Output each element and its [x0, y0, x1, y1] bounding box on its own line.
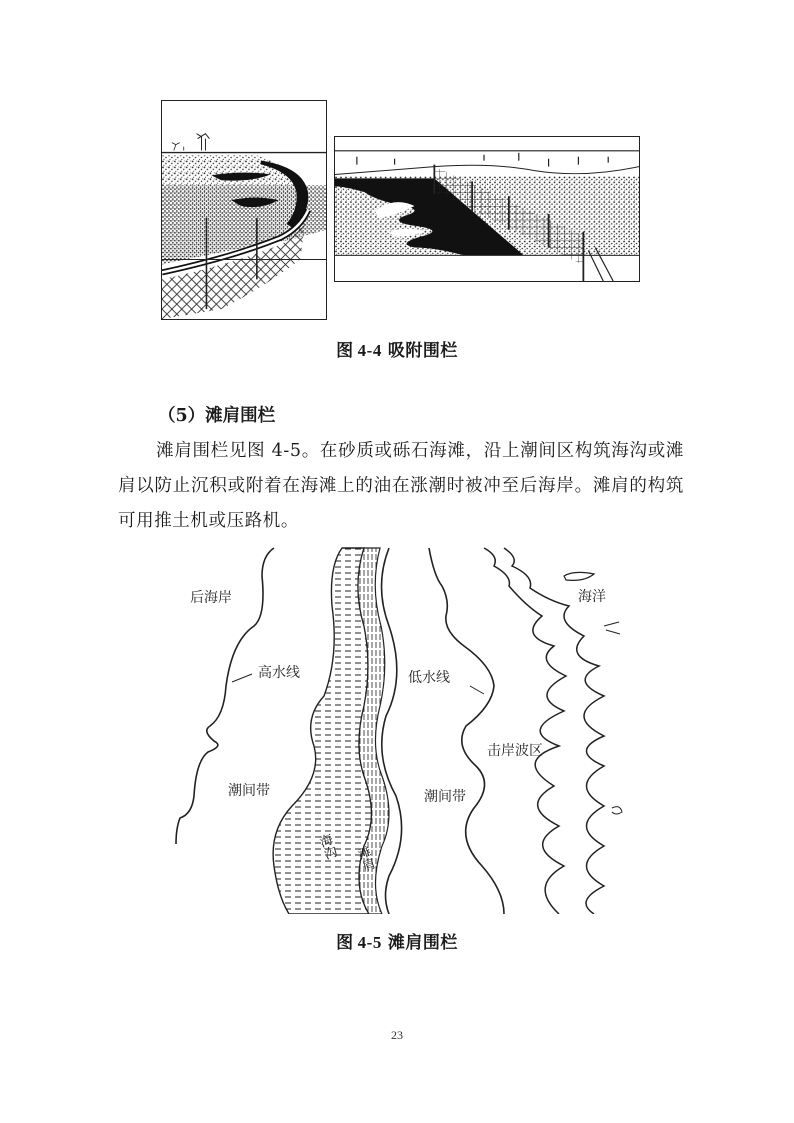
label-back-shore: 后海岸 — [190, 590, 232, 606]
caption-prefix: 图 — [336, 341, 354, 361]
label-high-water-line: 高水线 — [258, 665, 300, 681]
label-ocean: 海洋 — [578, 589, 606, 605]
label-intertidal-left: 潮间带 — [228, 783, 270, 799]
figure-4-5-caption — [0, 928, 794, 953]
label-trench: 海沟 — [315, 832, 338, 862]
figure-4-5-diagram — [174, 546, 624, 914]
figure-4-4-left-illustration — [161, 100, 327, 320]
figure-4-4-caption — [0, 336, 794, 361]
paragraph-text: 滩肩围栏见图 4-5。在砂质或砾石海滩，沿上潮间区构筑海沟或滩肩以防止沉积或附着在海滩上的油在涨潮时被冲至后海岸。滩肩的构筑可用推土机或压路机。 — [118, 441, 684, 531]
label-intertidal-right: 潮间带 — [424, 789, 466, 805]
label-surf-zone: 击岸波区 — [487, 743, 543, 759]
section-heading: （5）滩肩围栏 — [158, 406, 276, 426]
label-berm: 滩肩 — [353, 844, 376, 874]
caption-title: 滩肩围栏 — [387, 933, 458, 953]
page-number: 23 — [391, 1028, 403, 1042]
caption-number: 4-4 — [357, 341, 382, 360]
caption-number: 4-5 — [357, 933, 382, 952]
caption-title: 吸附围栏 — [387, 341, 458, 361]
caption-prefix: 图 — [336, 933, 354, 953]
figure-4-4-right-illustration — [334, 136, 640, 282]
label-low-water-line: 低水线 — [408, 670, 450, 686]
body-paragraph — [118, 434, 684, 539]
